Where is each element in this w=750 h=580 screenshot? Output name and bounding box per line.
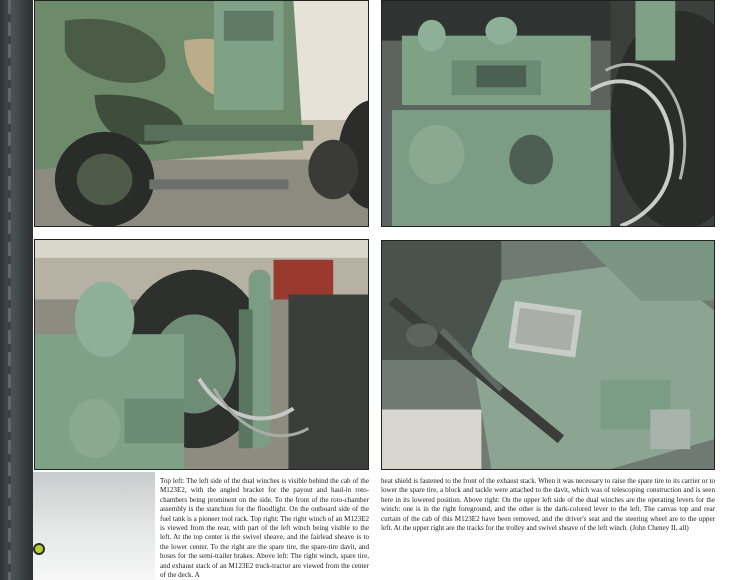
photo-spare-tire-exhaust xyxy=(34,239,369,470)
photo-left-winch-side xyxy=(34,0,369,227)
vehicle-panel-detail xyxy=(33,472,155,580)
page-marker-icon xyxy=(33,543,45,555)
photo-winch-levers xyxy=(381,240,715,470)
photo-right-winch-rear xyxy=(381,0,715,227)
vehicle-body-strip xyxy=(0,0,33,580)
caption-right-column: heat shield is fastened to the front of the exhaust stack. When it was necessary to raise the spare tire to its carrier or to lower the spare tire, a block and tackle were attached to the davit, which was of telescoping construction and is seen here in its lowered position. Above right: On the upper left side of the dual winches are the operating levers for the winch: one is in the right foreground, and the other is the dark-colored lever to the left. The canvas top and rear curtain of the cab of this M123E2 have been removed, and the driver's seat and the steering wheel are to the upper left. At the upper right are the tracks for the trolley and swivel sheave of the left winch. (John Cheney II, all) xyxy=(381,477,715,533)
caption-left-column: Top left: The left side of the dual winches is visible behind the cab of the M123E2, with the angled bracket for the payout and haul-in roto-chambers being prominent on the side. To the front of the roto-chamber assembly is the stanchion for the floodlight. On the outboard side of the fuel tank is a pioneer tool rack. Top right: The right winch of an M123E2 is viewed from the rear, with part of the left winch being visible to the left. At the top center is the swivel sheave, and the fairlead sheave is to the lower center. To the right are the spare tire, the spare-tire davit, and hoses for the semi-trailer brakes. Above left: The right winch, spare tire, and exhaust stack of an M123E2 truck-tractor are viewed from the center of the deck. A xyxy=(160,477,369,580)
